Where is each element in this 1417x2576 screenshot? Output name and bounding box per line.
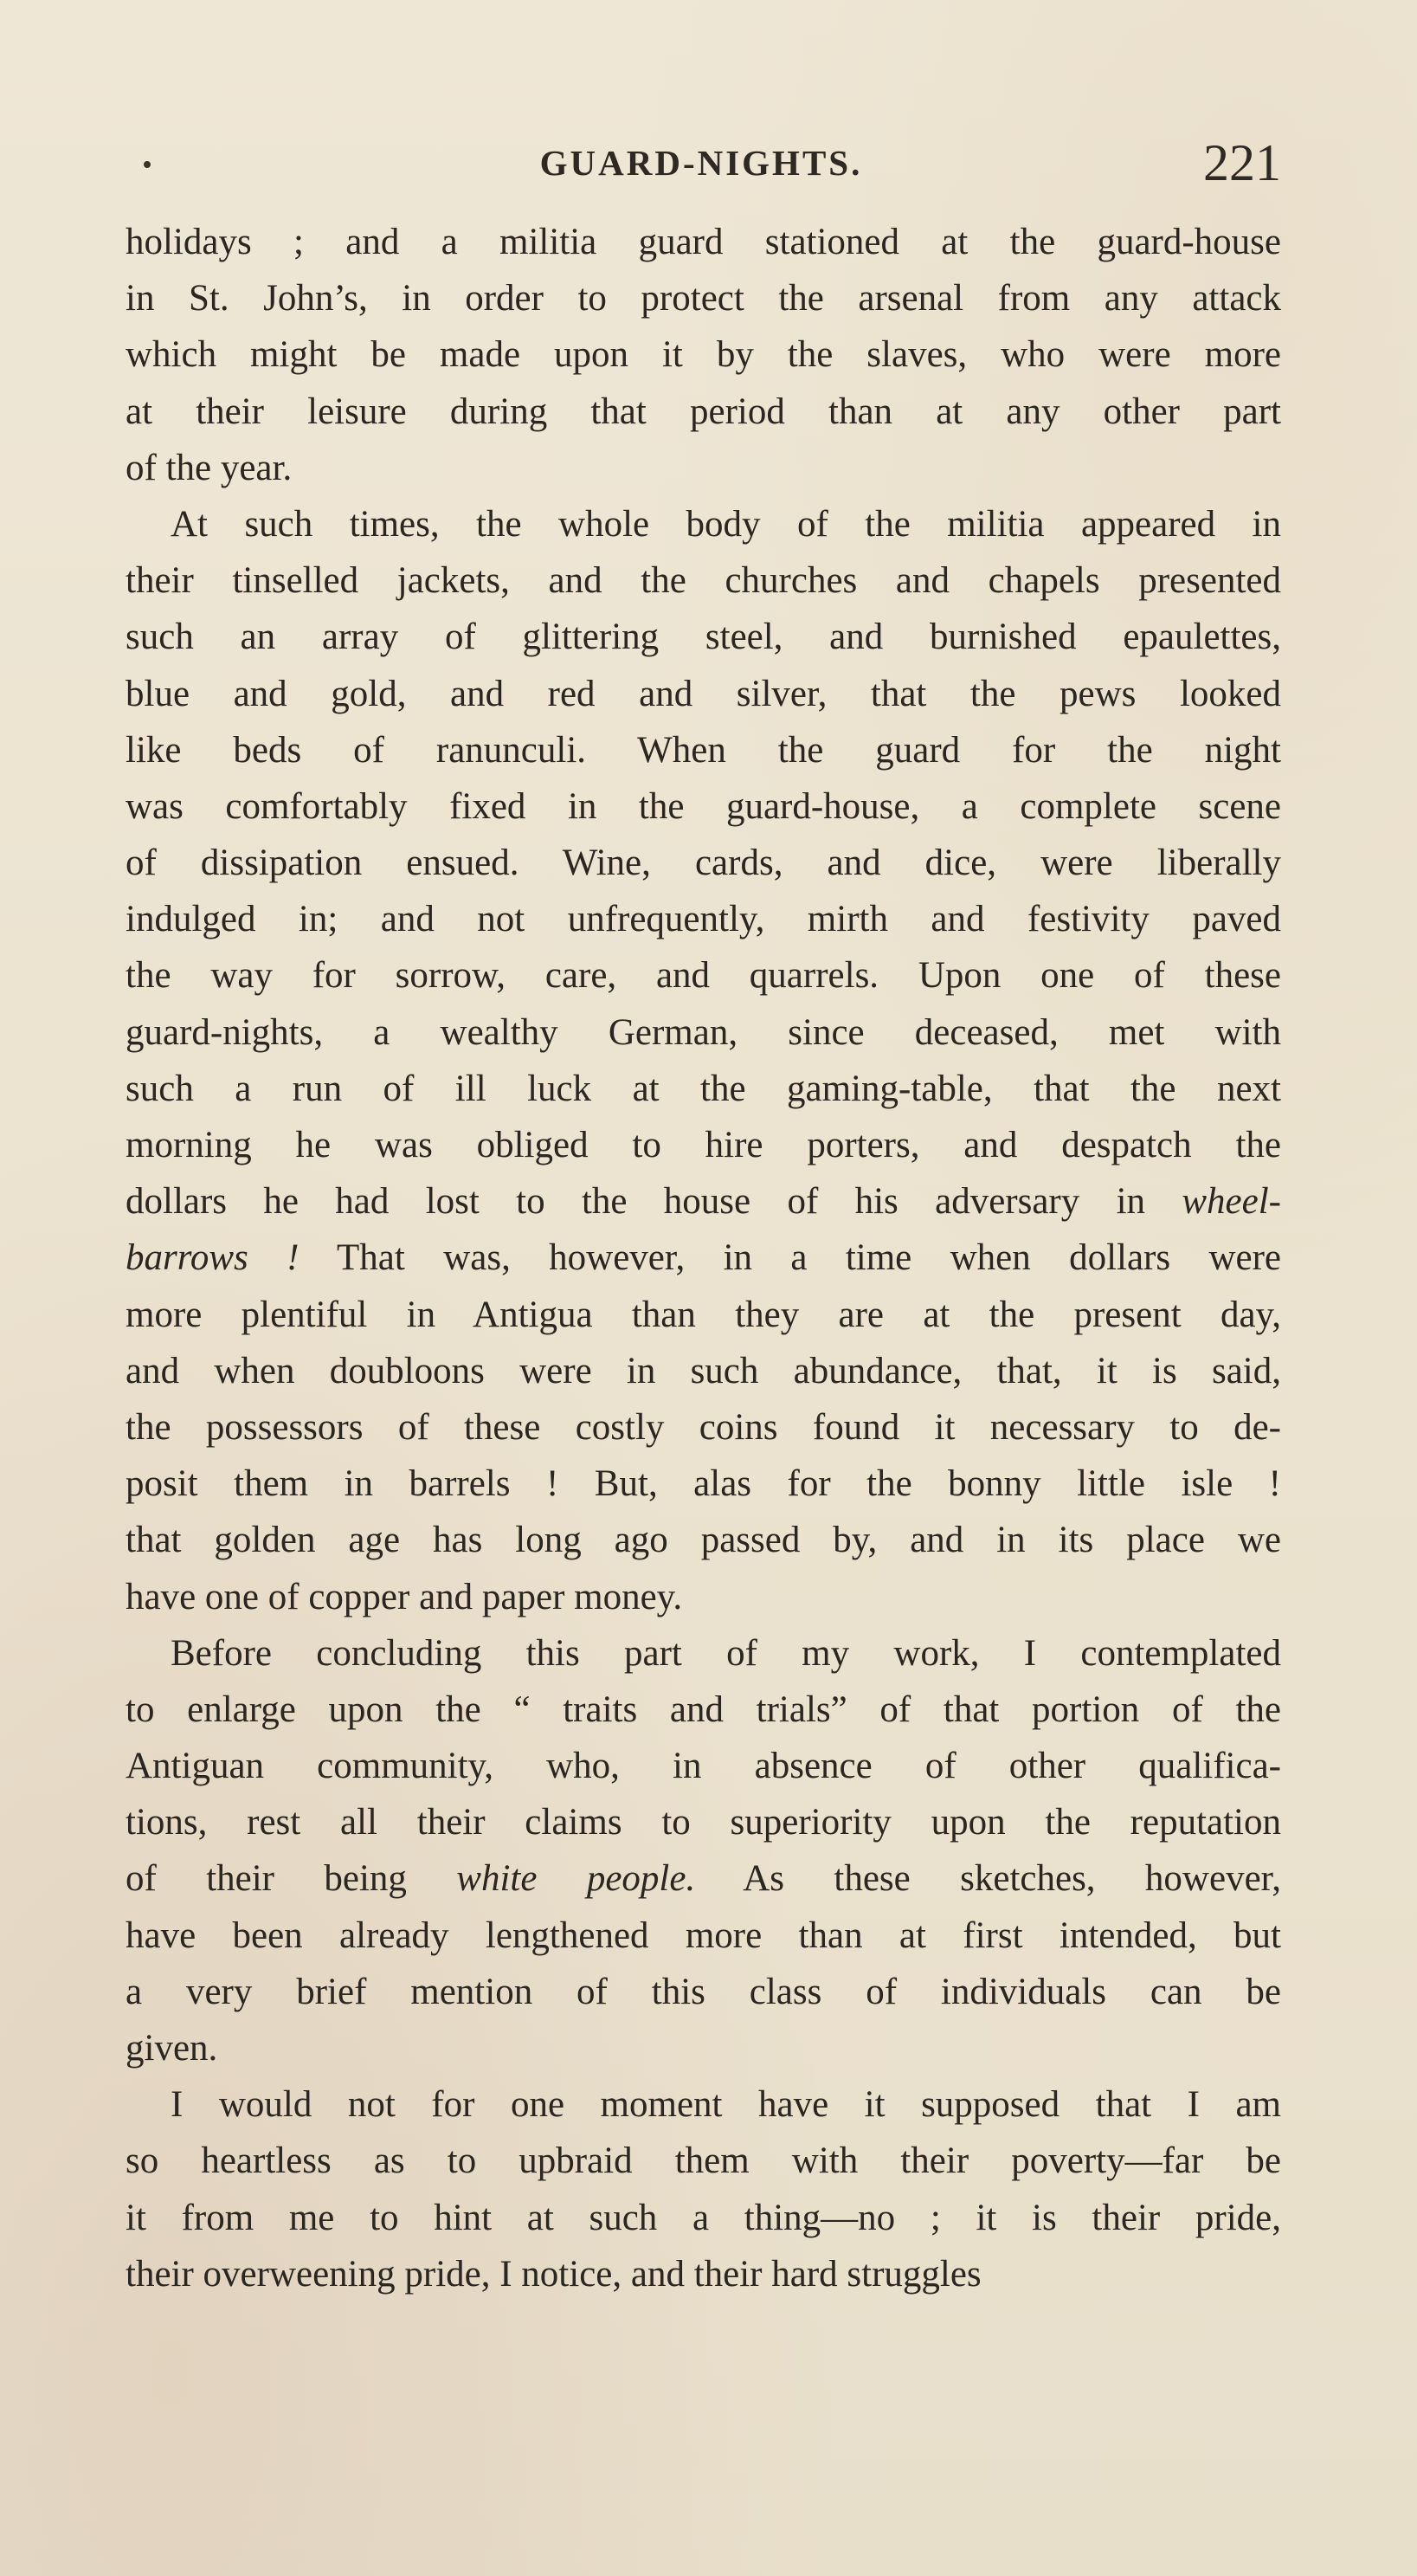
page-number: 221 (1203, 134, 1281, 191)
text-line: such a run of ill luck at the gaming-table, that the next (126, 1068, 1281, 1109)
text-line: I would not for one moment have it supposed that I am (171, 2084, 1281, 2126)
text-line: the way for sorrow, care, and quarrels. Upon one of these (126, 955, 1281, 997)
text-line: a very brief mention of this class of individuals can be (126, 1971, 1281, 2012)
text-line: tions, rest all their claims to superiority upon the reputation (126, 1802, 1281, 1843)
italic-text-run: barrows ! (126, 1237, 300, 1279)
text-line: was comfortably fixed in the guard-house, a complete scene (126, 785, 1281, 827)
italic-text-run: white people. (456, 1858, 696, 1900)
text-line: at their leisure during that period than at any other part (126, 391, 1281, 432)
text-line: and when doubloons were in such abundance, that, it is said, (126, 1350, 1281, 1391)
text-line: to enlarge upon the “ traits and trials” of that portion of the (126, 1688, 1281, 1730)
text-line: of the year. (126, 447, 293, 488)
paragraph (126, 214, 1281, 496)
text-line: like beds of ranunculi. When the guard for the night (126, 729, 1281, 771)
text-line: of dissipation ensued. Wine, cards, and dice, were liberally (126, 843, 1281, 884)
paragraph (126, 496, 1281, 1625)
running-head: GUARD-NIGHTS. (539, 143, 863, 183)
text-line (126, 1173, 1281, 1230)
text-line: posit them in barrels ! But, alas for the bonny little isle ! (126, 1463, 1281, 1505)
text-line: At such times, the whole body of the militia appeared in (171, 503, 1281, 545)
text-run: That was, however, in a time when dollars were (299, 1237, 1282, 1279)
text-line: such an array of glittering steel, and burnished epaulettes, (126, 617, 1281, 658)
text-line: their tinselled jackets, and the churches and chapels presented (126, 560, 1281, 602)
text-line: have one of copper and paper money. (126, 1576, 683, 1617)
text-line: the possessors of these costly coins found it necessary to de- (126, 1406, 1281, 1448)
text-line: Before concluding this part of my work, I contemplated (171, 1632, 1281, 1674)
text-line (126, 1850, 1281, 1907)
text-line: so heartless as to upbraid them with their poverty—far be (126, 2140, 1281, 2182)
text-line: it from me to hint at such a thing—no ; it is their pride, (126, 2197, 1281, 2238)
body-text (126, 214, 1281, 2302)
text-run: dollars he had lost to the house of his adversary in (126, 1181, 1182, 1223)
text-run: of their being (126, 1858, 457, 1900)
text-line: their overweening pride, I notice, and their hard struggles (126, 2253, 982, 2295)
text-line: given. (126, 2028, 218, 2069)
text-line: in St. John’s, in order to protect the arsenal from any attack (126, 278, 1281, 320)
text-line: blue and gold, and red and silver, that the pews looked (126, 673, 1281, 714)
italic-text-run: wheel- (1182, 1181, 1281, 1223)
text-line: more plentiful in Antigua than they are at the present day, (126, 1294, 1281, 1335)
text-line: Antiguan community, who, in absence of other qualifica- (126, 1746, 1281, 1787)
text-line: guard-nights, a wealthy German, since deceased, met with (126, 1011, 1281, 1053)
paragraph (126, 2076, 1281, 2302)
text-line: indulged in; and not unfrequently, mirth and festivity paved (126, 899, 1281, 940)
text-line: holidays ; and a militia guard stationed at the guard-house (126, 222, 1281, 262)
text-run: As these sketches, however, (695, 1858, 1282, 1900)
text-line: morning he was obliged to hire porters, and despatch the (126, 1125, 1281, 1165)
text-line: have been already lengthened more than at first intended, but (126, 1914, 1281, 1956)
text-line (126, 1230, 1281, 1286)
text-line: that golden age has long ago passed by, and in its place we (126, 1520, 1281, 1561)
page-header (121, 130, 1281, 199)
text-line: which might be made upon it by the slaves, who were more (126, 334, 1281, 376)
paragraph (126, 1625, 1281, 2077)
